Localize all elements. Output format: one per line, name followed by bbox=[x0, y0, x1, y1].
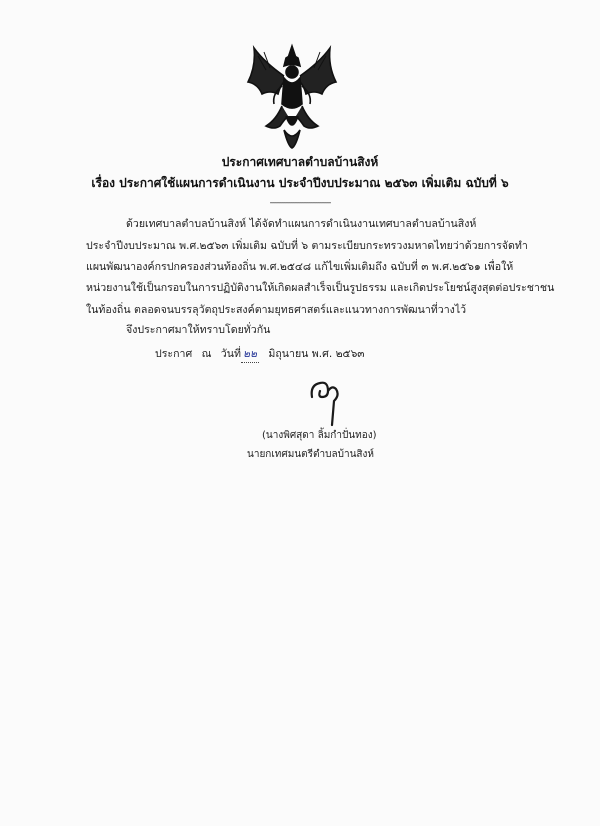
announcement-title: ประกาศเทศบาลตำบลบ้านสิงห์ bbox=[221, 155, 379, 169]
date-day-label: วันที่ bbox=[220, 348, 241, 360]
body-paragraph-line: หน่วยงานใช้เป็นกรอบในการปฏิบัติงานให้เกิดผลสำเร็จเป็นรูปธรรม และเกิดประโยชน์สูงสุดต่อประชาชน bbox=[86, 282, 555, 294]
announcement-date bbox=[155, 345, 371, 363]
signer-name: (นางพิศสุดา ลิ้มกำปั่นทอง) bbox=[262, 430, 377, 441]
divider: --------------------------- bbox=[269, 198, 331, 208]
handwritten-signature-icon bbox=[306, 375, 346, 427]
body-paragraph-line: ด้วยเทศบาลตำบลบ้านสิงห์ ได้จัดทำแผนการดำเนินงานเทศบาลตำบลบ้านสิงห์ bbox=[126, 218, 477, 230]
signer-title: นายกเทศมนตรีตำบลบ้านสิงห์ bbox=[247, 449, 374, 460]
closing-statement: จึงประกาศมาให้ทราบโดยทั่วกัน bbox=[126, 324, 271, 336]
date-at: ณ bbox=[201, 348, 212, 360]
garuda-emblem-icon bbox=[244, 42, 340, 150]
date-day: ๒๒ bbox=[241, 345, 259, 363]
body-paragraph-line: ในท้องถิ่น ตลอดจนบรรลุวัตถุประสงค์ตามยุทธศาสตร์และแนวทางการพัฒนาที่วางไว้ bbox=[86, 304, 467, 316]
announcement-subject: เรื่อง ประกาศใช้แผนการดำเนินงาน ประจำปีงบประมาณ ๒๕๖๓ เพิ่มเติม ฉบับที่ ๖ bbox=[91, 176, 509, 190]
body-paragraph-line: ประจำปีงบประมาณ พ.ศ.๒๕๖๓ เพิ่มเติม ฉบับที่ ๖ ตามระเบียบกระทรวงมหาดไทยว่าด้วยการจัดทำ bbox=[86, 240, 528, 252]
date-prefix: ประกาศ bbox=[155, 348, 193, 360]
body-paragraph-line: แผนพัฒนาองค์กรปกครองส่วนท้องถิ่น พ.ศ.๒๕๔๘ แก้ไขเพิ่มเติมถึง ฉบับที่ ๓ พ.ศ.๒๕๖๑ เพื่อให้ bbox=[86, 261, 514, 273]
date-month-year: มิถุนายน พ.ศ. ๒๕๖๓ bbox=[268, 348, 365, 360]
